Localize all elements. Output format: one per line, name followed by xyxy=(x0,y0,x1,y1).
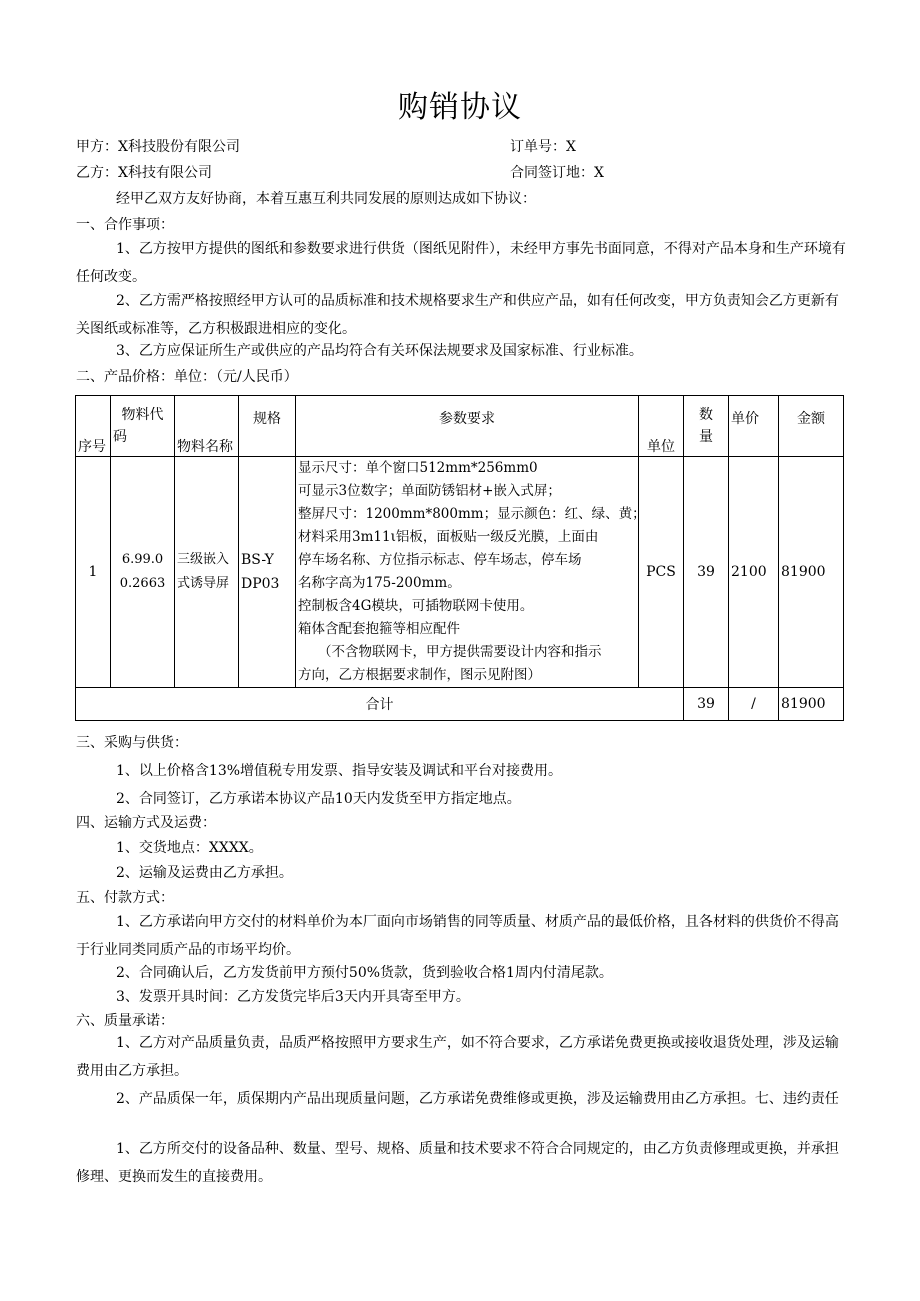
cell-material-code xyxy=(111,457,175,688)
header-params: 参数要求 xyxy=(296,396,639,457)
section-3-heading: 三、采购与供货： xyxy=(76,735,188,751)
param-line: 名称字高为175-200mm。 xyxy=(298,575,461,591)
cell-amount: 81900 xyxy=(779,457,844,688)
section-1-heading: 一、合作事项： xyxy=(76,217,174,233)
cell-spec xyxy=(239,457,296,688)
header-unit: 单位 xyxy=(639,396,684,457)
section-1-item-1: 1、乙方按甲方提供的图纸和参数要求进行供货（图纸见附件），未经甲方事先书面同意，不得对产品本身和生产环境有任何改变。 xyxy=(76,241,846,285)
cell-material-name-line2: 式诱导屏 xyxy=(177,576,230,591)
header-seq: 序号 xyxy=(76,396,111,457)
section-4-heading: 四、运输方式及运费： xyxy=(76,815,216,831)
section-1-item-2: 2、乙方需严格按照经甲方认可的品质标准和技术规格要求生产和供应产品，如有任何改变，甲方负责知会乙方更新有关图纸或标准等，乙方积极跟进相应的变化。 xyxy=(76,293,839,337)
page-title: 购销协议 xyxy=(398,90,522,125)
total-amount: 81900 xyxy=(779,688,844,721)
table-row xyxy=(76,457,844,688)
price-table xyxy=(75,395,844,721)
cell-unit-price: 2100 xyxy=(729,457,779,688)
cell-unit: PCS xyxy=(639,457,684,688)
section-6-heading: 六、质量承诺： xyxy=(76,1013,174,1029)
header-quantity-line2: 量 xyxy=(699,429,713,445)
param-line: （不含物联网卡，甲方提供需要设计内容和指示 xyxy=(318,644,602,660)
section-5-item-3: 3、发票开具时间：乙方发货完毕后3天内开具寄至甲方。 xyxy=(116,989,470,1005)
cell-material-code-line1: 6.99.0 xyxy=(121,552,164,567)
total-unit-price: / xyxy=(729,688,779,721)
header-quantity xyxy=(684,396,729,457)
param-line: 停车场名称、方位指示标志、停车场志，停车场 xyxy=(298,552,582,568)
cell-material-name-line1: 三级嵌入 xyxy=(177,552,230,567)
cell-material-name xyxy=(175,457,239,688)
param-line: 显示尺寸：单个窗口512mm*256mm0 xyxy=(298,460,538,476)
header-material-name: 物料名称 xyxy=(175,396,239,457)
section-4-item-1: 1、交货地点：XXXX。 xyxy=(116,840,263,856)
section-5-heading: 五、付款方式： xyxy=(76,890,174,906)
cell-quantity: 39 xyxy=(684,457,729,688)
table-total-row xyxy=(76,688,844,721)
table-header-row xyxy=(76,396,844,457)
header-material-code-line2: 码 xyxy=(113,429,127,445)
header-quantity-line1: 数 xyxy=(699,407,713,423)
section-6-item-1: 1、乙方对产品质量负责，品质严格按照甲方要求生产，如不符合要求，乙方承诺免费更换或接收退货处理，涉及运输费用由乙方承担。 xyxy=(76,1035,839,1079)
param-line: 箱体含配套抱箍等相应配件 xyxy=(298,621,460,637)
section-4-item-2: 2、运输及运费由乙方承担。 xyxy=(116,865,293,881)
header-spec: 规格 xyxy=(239,396,296,457)
section-3-item-2: 2、合同签订，乙方承诺本协议产品10天内发货至甲方指定地点。 xyxy=(116,791,521,807)
order-number: 订单号：X xyxy=(510,139,576,155)
header-unit-price: 单价 xyxy=(729,396,779,457)
total-label: 合计 xyxy=(76,688,684,721)
section-1-item-3: 3、乙方应保证所生产或供应的产品均符合有关环保法规要求及国家标准、行业标准。 xyxy=(116,343,643,359)
cell-seq: 1 xyxy=(76,457,111,688)
header-material-code-line1: 物料代 xyxy=(121,407,164,423)
header-amount: 金额 xyxy=(779,396,844,457)
param-line: 整屏尺寸：1200mm*800mm；显示颜色：红、绿、黄； xyxy=(298,506,646,522)
header-material-code xyxy=(111,396,175,457)
section-7-item-1: 1、乙方所交付的设备品种、数量、型号、规格、质量和技术要求不符合合同规定的，由乙方负责修理或更换，并承担修理、更换而发生的直接费用。 xyxy=(76,1141,839,1185)
section-5-item-1: 1、乙方承诺向甲方交付的材料单价为本厂面向市场销售的同等质量、材质产品的最低价格，且各材料的供货价不得高于行业同类同质产品的市场平均价。 xyxy=(76,914,839,958)
param-line: 方向，乙方根据要求制作，图示见附图） xyxy=(298,667,541,683)
param-line: 可显示3位数字；单面防锈铝材+嵌入式屏； xyxy=(298,483,561,499)
party-a: 甲方：X科技股份有限公司 xyxy=(76,139,240,155)
party-b: 乙方：X科技有限公司 xyxy=(76,165,212,181)
section-2-heading: 二、产品价格：单位：（元/人民币） xyxy=(76,369,298,385)
param-line: 控制板含4G模块，可插物联网卡使用。 xyxy=(298,598,534,614)
param-line: 材料采用3m11ι铝板，面板贴一级反光膜，上面由 xyxy=(298,529,599,545)
sign-place: 合同签订地：X xyxy=(510,165,604,181)
total-quantity: 39 xyxy=(684,688,729,721)
cell-params xyxy=(296,457,646,688)
cell-material-code-line2: 0.2663 xyxy=(119,576,166,591)
intro-paragraph: 经甲乙双方友好协商，本着互惠互利共同发展的原则达成如下协议： xyxy=(116,191,536,207)
cell-spec-line2: DP03 xyxy=(241,576,280,592)
cell-spec-line1: BS-Y xyxy=(241,552,274,568)
section-5-item-2: 2、合同确认后，乙方发货前甲方预付50%货款，货到验收合格1周内付清尾款。 xyxy=(116,965,613,981)
section-3-item-1: 1、以上价格含13%增值税专用发票、指导安装及调试和平台对接费用。 xyxy=(116,763,563,779)
section-6-item-2: 2、产品质保一年，质保期内产品出现质量问题，乙方承诺免费维修或更换，涉及运输费用由乙方承担。七、违约责任 xyxy=(116,1091,839,1107)
